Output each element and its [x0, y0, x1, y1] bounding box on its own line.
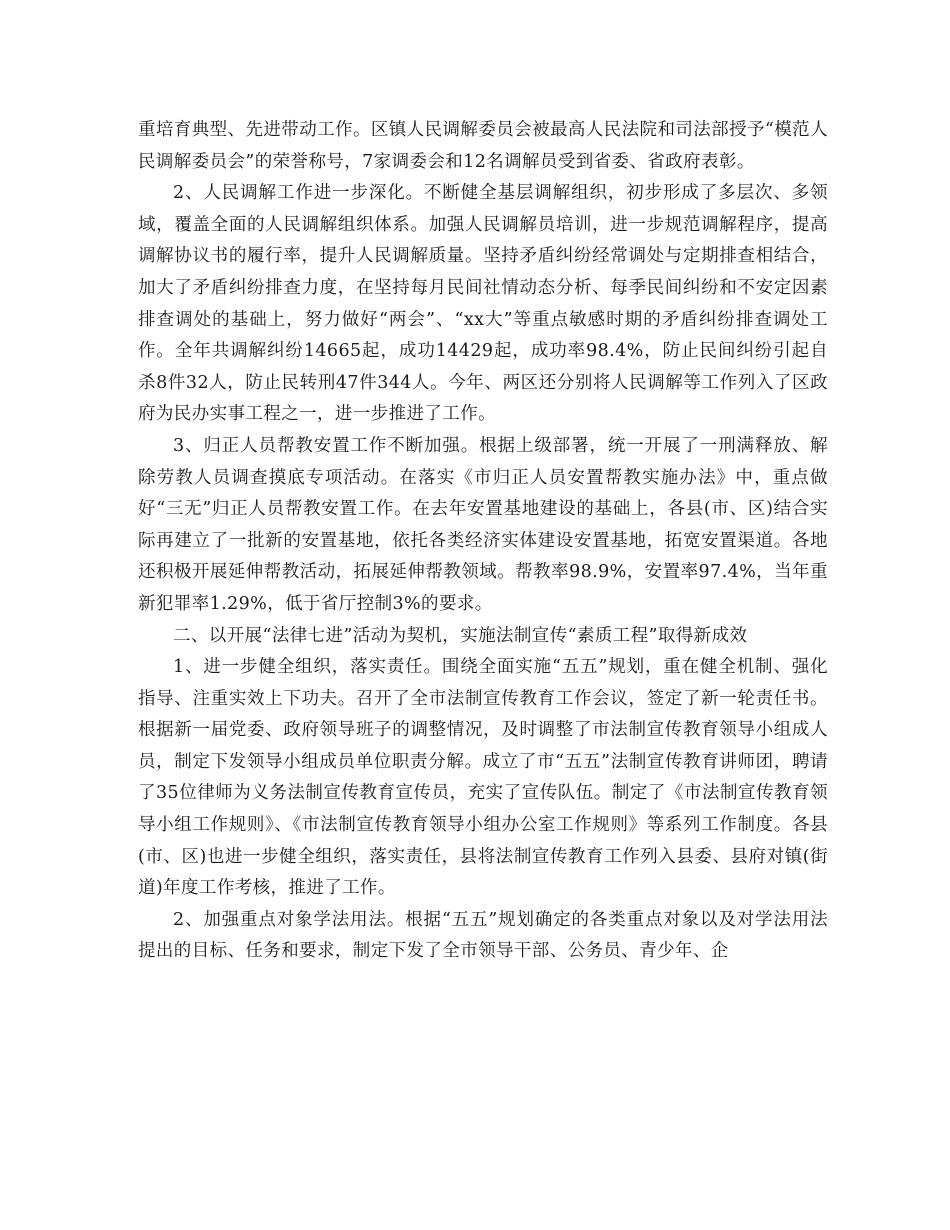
document-body	[138, 115, 828, 968]
paragraph-3: 3、归正人员帮教安置工作不断加强。根据上级部署，统一开展了一刑满释放、解除劳教人员调查摸底专项活动。在落实《市归正人员安置帮教实施办法》中，重点做好“三无”归正人员帮教安置工作。在去年安置基地建设的基础上，各县(市、区)结合实际再建立了一批新的安置基地，依托各类经济实体建设安置基地，拓宽安置渠道。各地还积极开展延伸帮教活动，拓展延伸帮教领域。帮教率98.9%，安置率97.4%，当年重新犯罪率1.29%，低于省厅控制3%的要求。	[138, 435, 828, 614]
paragraph-5: 2、加强重点对象学法用法。根据“五五”规划确定的各类重点对象以及对学法用法提出的目标、任务和要求，制定下发了全市领导干部、公务员、青少年、企	[138, 909, 828, 962]
paragraph-1: 重培育典型、先进带动工作。区镇人民调解委员会被最高人民法院和司法部授予“模范人民调解委员会”的荣誉称号，7家调委会和12名调解员受到省委、省政府表彰。	[138, 120, 828, 172]
paragraph-2: 2、人民调解工作进一步深化。不断健全基层调解组织，初步形成了多层次、多领域，覆盖全面的人民调解组织体系。加强人民调解员培训，进一步规范调解程序，提高调解协议书的履行率，提升人民调解质量。坚持矛盾纠纷经常调处与定期排查相结合，加大了矛盾纠纷排查力度，在坚持每月民间社情动态分析、每季民间纠纷和不安定因素排查调处的基础上，努力做好“两会”、“xx大”等重点敏感时期的矛盾纠纷排查调处工作。全年共调解纠纷14665起，成功14429起，成功率98.4%，防止民间纠纷引起自杀8件32人，防止民转刑47件344人。今年、两区还分别将人民调解等工作列入了区政府为民办实事工程之一，进一步推进了工作。	[138, 183, 828, 425]
paragraph-4: 1、进一步健全组织，落实责任。围绕全面实施“五五”规划，重在健全机制、强化指导、注重实效上下功夫。召开了全市法制宣传教育工作会议，签定了新一轮责任书。根据新一届党委、政府领导班子的调整情况，及时调整了市法制宣传教育领导小组成人员，制定下发领导小组成员单位职责分解。成立了市“五五”法制宣传教育讲师团，聘请了35位律师为义务法制宣传教育宣传员，充实了宣传队伍。制定了《市法制宣传教育领导小组工作规则》、《市法制宣传教育领导小组办公室工作规则》等系列工作制度。各县(市、区)也进一步健全组织，落实责任，县将法制宣传教育工作列入县委、县府对镇(街道)年度工作考核，推进了工作。	[138, 657, 828, 899]
section-heading-2: 二、以开展“法律七进”活动为契机，实施法制宣传“素质工程”取得新成效	[173, 625, 748, 646]
